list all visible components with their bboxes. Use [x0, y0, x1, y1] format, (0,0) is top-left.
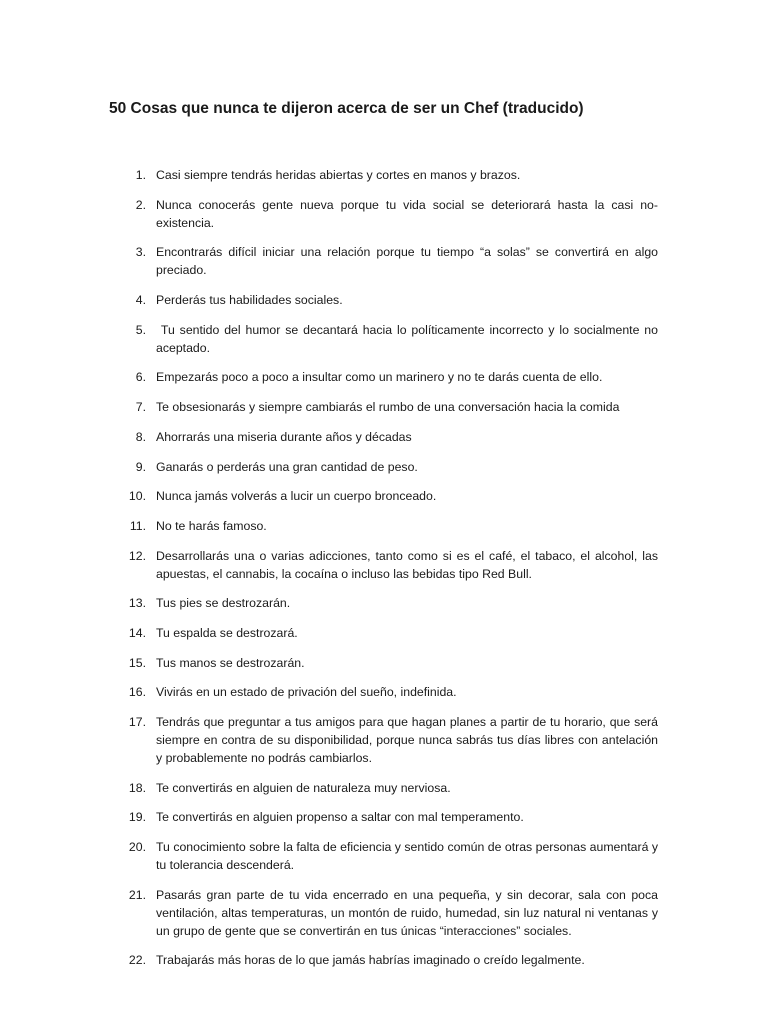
list-item-text: Tu sentido del humor se decantará hacia lo políticamente incorrecto y lo socialmente no aceptado. — [156, 322, 662, 355]
list-item-text: Te obsesionarás y siempre cambiarás el rumbo de una conversación hacia la comida — [156, 400, 620, 415]
list-item — [120, 243, 658, 279]
list-item-text: Nunca jamás volverás a lucir un cuerpo bronceado. — [156, 489, 437, 504]
list-item — [120, 886, 658, 940]
list-item — [120, 291, 658, 309]
list-item — [120, 487, 658, 505]
list-item-number: 16. — [128, 685, 146, 700]
list-item-text: Nunca conocerás gente nueva porque tu vida social se deteriorará hasta la casi no-existencia. — [156, 197, 658, 230]
list-item-text: Tu conocimiento sobre la falta de eficiencia y sentido común de otras personas aumentará y tu tolerancia descenderá. — [156, 840, 658, 873]
list-item-text: Vivirás en un estado de privación del sueño, indefinida. — [156, 685, 457, 700]
list-item — [120, 713, 658, 767]
list-item-text: Desarrollarás una o varias adicciones, tanto como si es el café, el tabaco, el alcohol, las apuestas, el cannabis, la cocaína o incluso las bebidas tipo Red Bull. — [156, 548, 658, 581]
list-item-number: 19. — [128, 810, 146, 825]
list-item-number: 3. — [135, 245, 146, 260]
numbered-list — [120, 166, 662, 981]
list-item — [120, 838, 658, 874]
list-item — [120, 517, 658, 535]
list-item — [120, 951, 658, 969]
list-item-text: Tendrás que preguntar a tus amigos para que hagan planes a partir de tu horario, que será siempre en contra de su disponibilidad, porque nunca sabrás tus días libres con antelación y probablemente no podrás cambiarlos. — [156, 715, 658, 765]
list-item-text: Tus pies se destrozarán. — [156, 596, 291, 611]
list-item-text: Te convertirás en alguien propenso a saltar con mal temperamento. — [156, 810, 524, 825]
list-item-number: 20. — [128, 840, 146, 855]
list-item-text: Te convertirás en alguien de naturaleza muy nerviosa. — [156, 780, 451, 795]
list-item-text: Tus manos se destrozarán. — [156, 655, 305, 670]
list-item — [120, 166, 658, 184]
list-item-number: 22. — [128, 953, 146, 968]
list-item-text: Casi siempre tendrás heridas abiertas y cortes en manos y brazos. — [156, 168, 521, 182]
list-item — [120, 398, 658, 416]
list-item — [120, 683, 658, 701]
list-item-number: 15. — [128, 655, 146, 670]
list-item-number: 17. — [128, 715, 146, 729]
list-item — [120, 547, 658, 583]
list-item-number: 9. — [135, 459, 146, 474]
list-item-number: 2. — [135, 197, 146, 212]
list-item-number: 13. — [128, 596, 146, 611]
list-item — [120, 654, 658, 672]
list-item-text: Perderás tus habilidades sociales. — [156, 293, 343, 308]
list-item-number: 11. — [129, 518, 146, 533]
list-item — [120, 196, 658, 232]
list-item — [120, 624, 658, 642]
list-item — [120, 779, 658, 797]
list-item-text: Trabajarás más horas de lo que jamás habrías imaginado o creído legalmente. — [156, 953, 585, 968]
list-item — [120, 428, 658, 446]
list-item-text: Ahorrarás una miseria durante años y décadas — [156, 429, 412, 444]
list-item-number: 4. — [135, 293, 146, 308]
list-item-number: 1. — [135, 168, 146, 182]
list-item-number: 10. — [128, 489, 146, 504]
list-item-number: 7. — [135, 400, 146, 415]
list-item-number: 18. — [128, 780, 146, 795]
list-item-number: 14. — [128, 625, 146, 640]
list-item-text: Pasarás gran parte de tu vida encerrado en una pequeña, y sin decorar, sala con poca ventilación, altas temperaturas, un montón de ruido, humedad, sin luz natural ni ventanas y un grupo de gente que se convertirán en tus únicas “interacciones” sociales. — [156, 887, 658, 938]
list-item-text: Tu espalda se destrozará. — [156, 625, 298, 640]
list-item-number: 6. — [135, 370, 146, 385]
list-item — [120, 321, 662, 357]
list-item-number: 21. — [128, 887, 146, 902]
list-item — [120, 594, 658, 612]
list-item — [120, 808, 658, 826]
list-item-text: Ganarás o perderás una gran cantidad de peso. — [156, 459, 418, 474]
list-item-number: 8. — [135, 429, 146, 444]
list-item-text: No te harás famoso. — [156, 518, 267, 533]
list-item-text: Empezarás poco a poco a insultar como un marinero y no te darás cuenta de ello. — [156, 370, 603, 385]
list-item — [120, 368, 658, 386]
list-item-text: Encontrarás difícil iniciar una relación porque tu tiempo “a solas” se convertirá en algo preciado. — [156, 245, 658, 278]
list-item-number: 12. — [128, 548, 146, 563]
list-item-number: 5. — [135, 322, 146, 337]
list-item — [120, 458, 658, 476]
document-title: 50 Cosas que nunca te dijeron acerca de ser un Chef (traducido) — [109, 100, 584, 117]
